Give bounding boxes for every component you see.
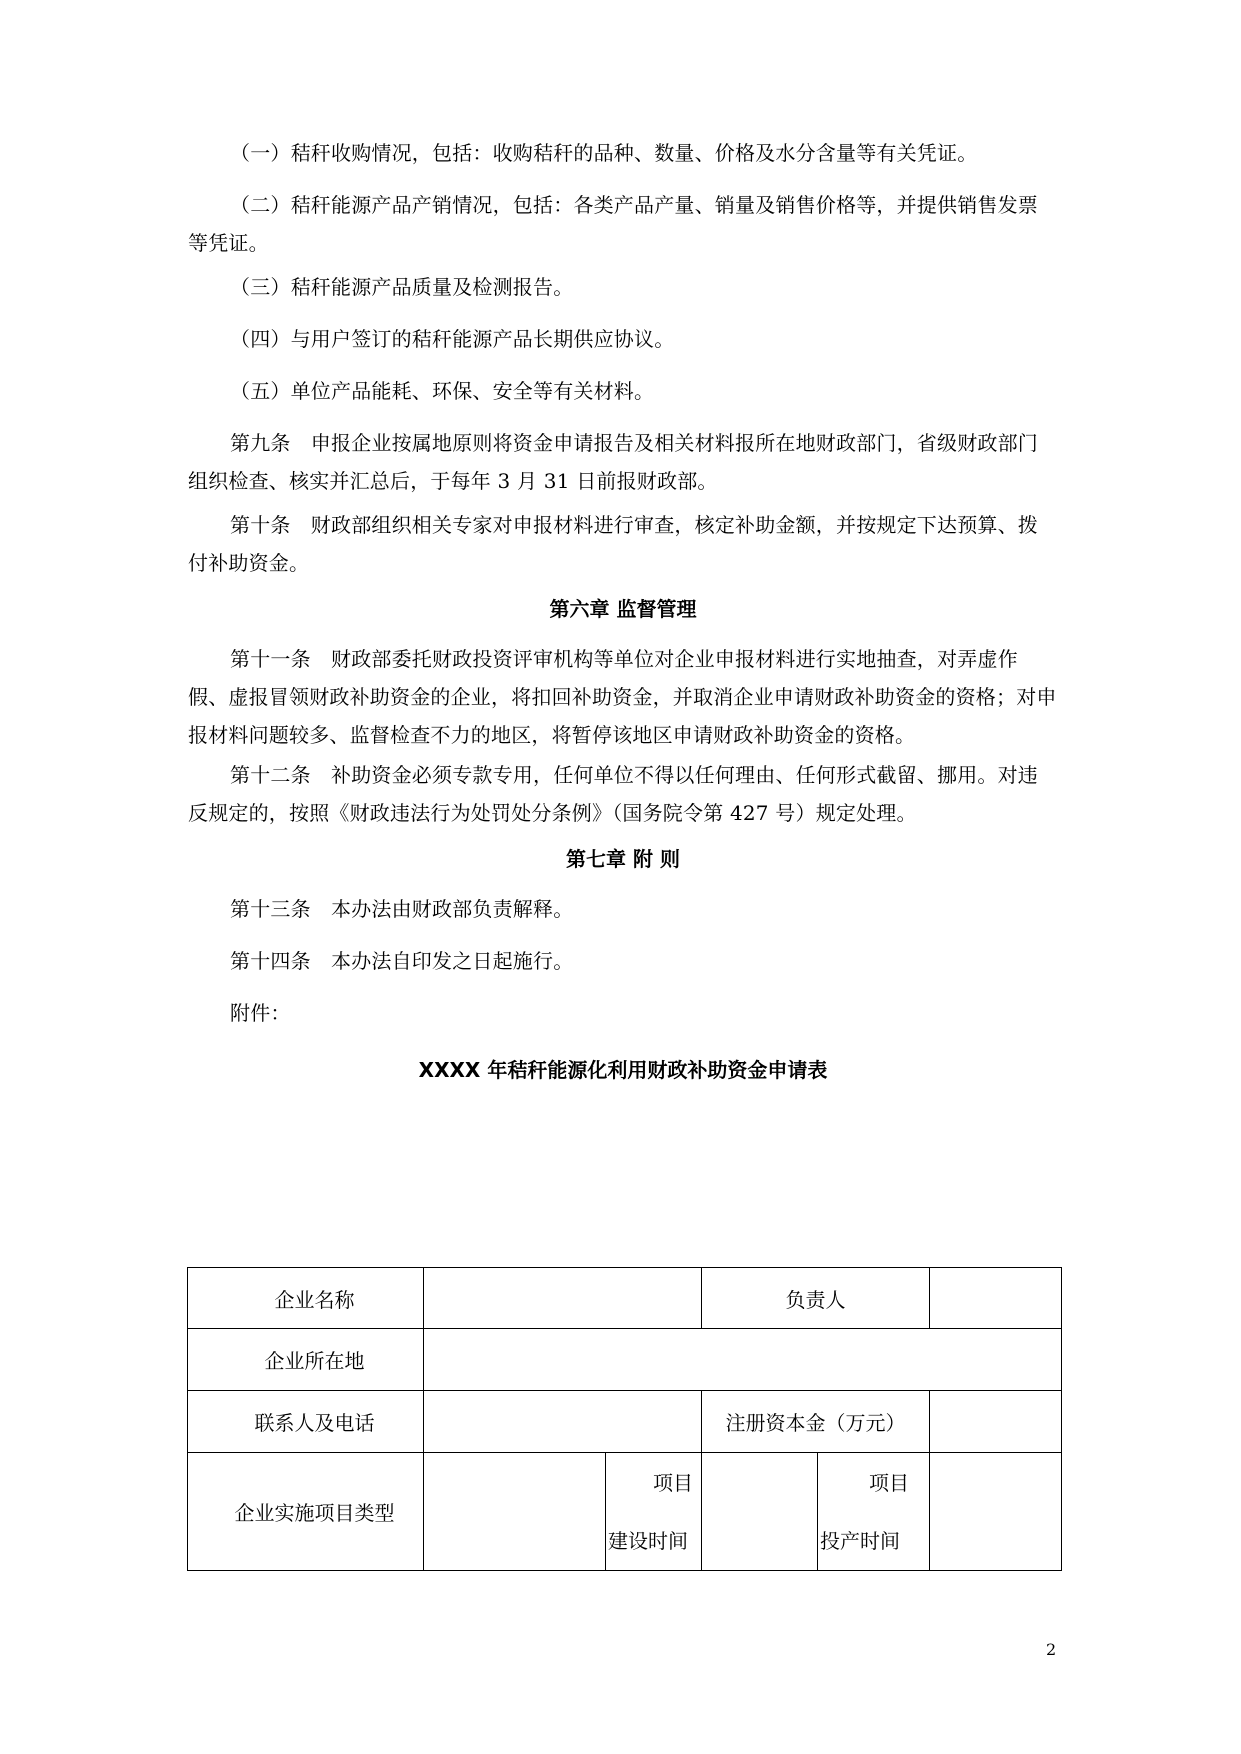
attachment-label: 附件：: [230, 1001, 291, 1025]
registered-capital-label-cell: [702, 1391, 930, 1453]
chapter-6-heading: 第六章 监督管理: [549, 597, 697, 621]
contact-phone-label-cell: [188, 1391, 424, 1453]
production-time-label-cell: [818, 1453, 930, 1571]
project-type-value-cell[interactable]: [424, 1453, 606, 1571]
paragraph-item-1: （一）秸秆收购情况，包括：收购秸秆的品种、数量、价格及水分含量等有关凭证。: [230, 141, 978, 165]
project-type-label-cell: [188, 1453, 424, 1571]
chapter-7-heading: 第七章 附 则: [566, 847, 680, 871]
production-time-value-cell[interactable]: [930, 1453, 1062, 1571]
article-14: 第十四条 本办法自印发之日起施行。: [230, 949, 574, 973]
company-name-label-cell: [188, 1268, 424, 1329]
build-time-label-bottom: 建设时间: [608, 1528, 688, 1553]
production-time-label-top: 项目: [869, 1470, 909, 1495]
table-row: [188, 1329, 1062, 1391]
table-row: [188, 1391, 1062, 1453]
application-form-table: [187, 1267, 1062, 1571]
production-time-label-bottom: 投产时间: [820, 1528, 900, 1553]
article-9: 第九条 申报企业按属地原则将资金申请报告及相关材料报所在地财政部门，省级财政部门组织检查、核实并汇总后，于每年 3 月 31 日前报财政部。: [188, 431, 1038, 493]
build-time-label-top: 项目: [653, 1470, 693, 1495]
paragraph-item-5: （五）单位产品能耗、环保、安全等有关材料。: [230, 379, 655, 403]
project-type-label: 企业实施项目类型: [234, 1501, 395, 1525]
company-name-label: 企业名称: [274, 1287, 355, 1312]
company-location-value-cell[interactable]: [424, 1329, 1062, 1391]
contact-phone-value-cell[interactable]: [424, 1391, 702, 1453]
form-title: XXXX 年秸秆能源化利用财政补助资金申请表: [418, 1058, 828, 1082]
article-10: 第十条 财政部组织相关专家对申报材料进行审查，核定补助金额，并按规定下达预算、拨付补助资金。: [188, 513, 1038, 575]
paragraph-item-4: （四）与用户签订的秸秆能源产品长期供应协议。: [230, 327, 675, 351]
person-in-charge-label: 负责人: [785, 1287, 846, 1312]
article-12: 第十二条 补助资金必须专款专用，任何单位不得以任何理由、任何形式截留、挪用。对违反规定的，按照《财政违法行为处罚处分条例》（国务院令第 427 号）规定处理。: [188, 763, 1038, 825]
company-location-label-cell: [188, 1329, 424, 1391]
company-location-label: 企业所在地: [264, 1349, 365, 1373]
article-11: 第十一条 财政部委托财政投资评审机构等单位对企业申报材料进行实地抽查，对弄虚作假、虚报冒领财政补助资金的企业，将扣回补助资金，并取消企业申请财政补助资金的资格；对申报材料问题较多、监督检查不力的地区，将暂停该地区申请财政补助资金的资格。: [188, 647, 1057, 747]
company-name-value-cell[interactable]: [424, 1268, 702, 1329]
table-row: [188, 1453, 1062, 1571]
page-number: 2: [1046, 1640, 1057, 1659]
build-time-value-cell[interactable]: [702, 1453, 818, 1571]
paragraph-item-2: （二）秸秆能源产品产销情况，包括：各类产品产量、销量及销售价格等，并提供销售发票等凭证。: [188, 193, 1038, 255]
paragraph-item-3: （三）秸秆能源产品质量及检测报告。: [230, 275, 574, 299]
registered-capital-label: 注册资本金（万元）: [725, 1411, 906, 1435]
build-time-label-cell: [606, 1453, 702, 1571]
article-13: 第十三条 本办法由财政部负责解释。: [230, 897, 574, 921]
person-in-charge-value-cell[interactable]: [930, 1268, 1062, 1329]
table-row: [188, 1268, 1062, 1329]
person-in-charge-label-cell: [702, 1268, 930, 1329]
registered-capital-value-cell[interactable]: [930, 1391, 1062, 1453]
contact-phone-label: 联系人及电话: [254, 1411, 375, 1435]
